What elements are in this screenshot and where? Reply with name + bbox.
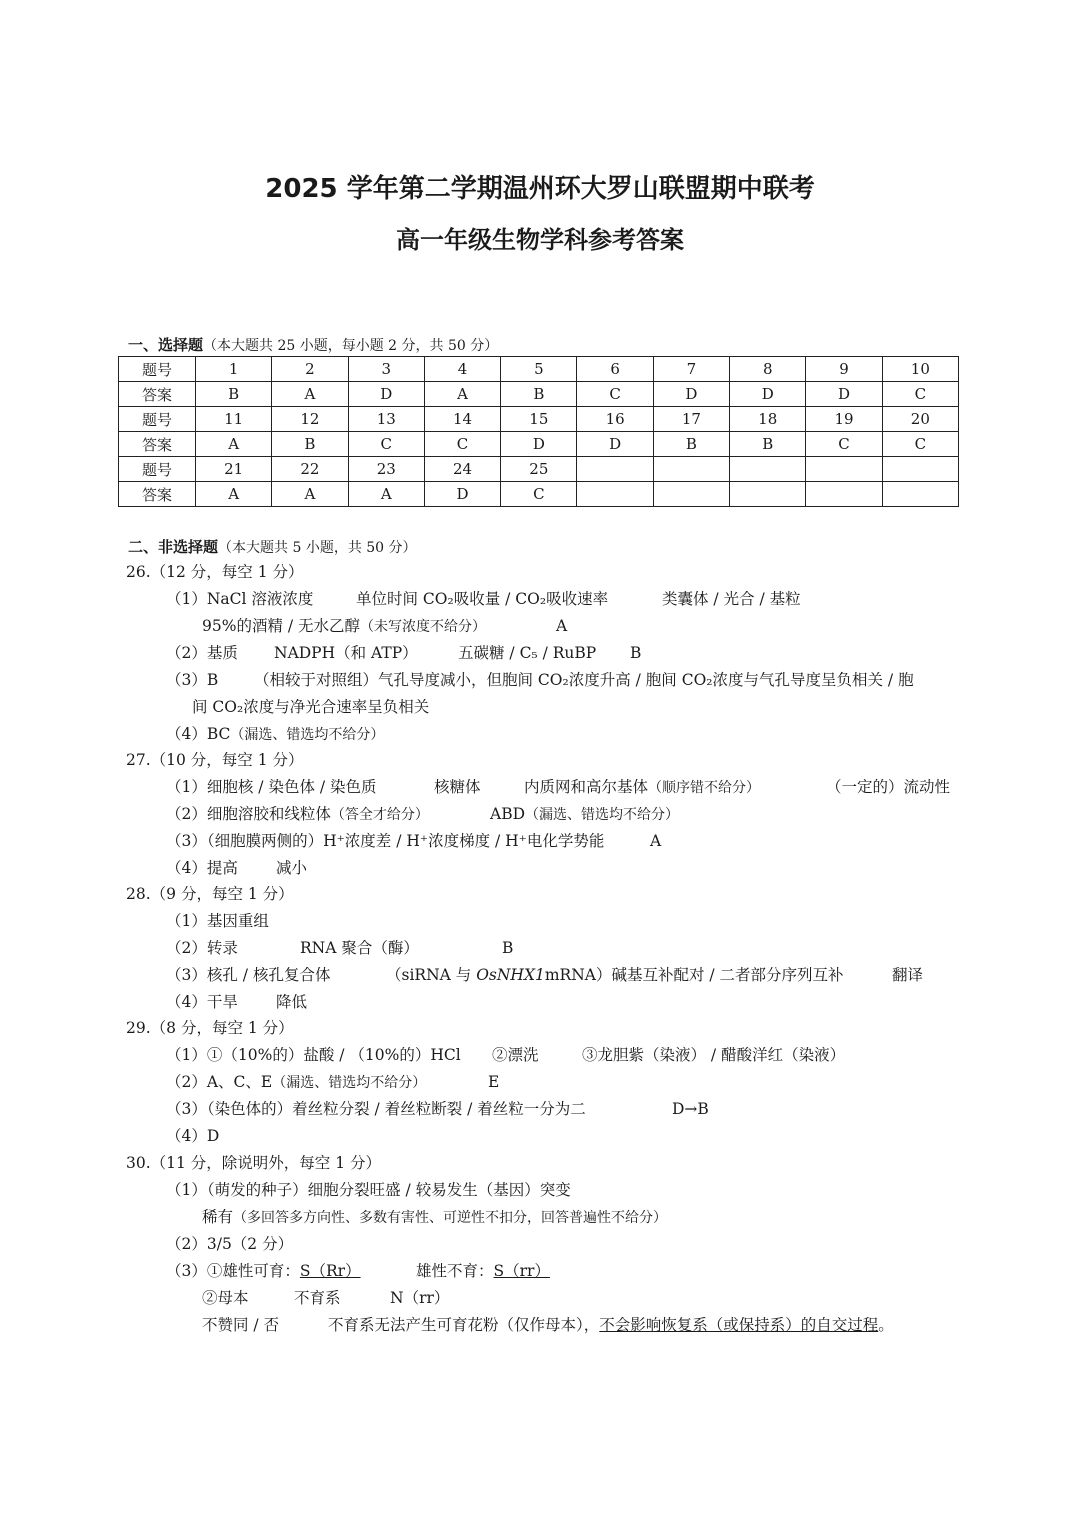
question-number-cell: 18: [730, 407, 806, 432]
question-number-cell: [882, 457, 958, 482]
question-number-row: [119, 407, 959, 432]
q27-header: 27.（10 分，每空 1 分）: [126, 751, 304, 769]
q30-1-note: （多回答多方向性、多数有害性、可逆性不扣分，回答普遍性不给分）: [233, 1210, 668, 1226]
q28-2-answer-a: （2）转录: [166, 939, 238, 957]
q28-4-answer-a: （4）干旱: [166, 993, 238, 1011]
q27-2-note-a: （答全才给分）: [330, 807, 429, 823]
q30-3-label-fertile: （3）①雄性可育：: [166, 1262, 300, 1280]
q30-3-label-sterile: 雄性不育：: [416, 1262, 494, 1280]
answer-cell: D: [501, 432, 577, 457]
row-label-question: 题号: [119, 407, 196, 432]
q28-3-answer-b-pre: （siRNA 与: [386, 966, 477, 984]
answer-cell: [730, 482, 806, 507]
q29-3-answer-a: （3）（染色体的）着丝粒分裂 / 着丝粒断裂 / 着丝粒一分为二: [166, 1100, 586, 1118]
answer-row: [119, 482, 959, 507]
section-2-note: （本大题共 5 小题，共 50 分）: [218, 540, 417, 556]
q26-2-answer-a: （2）基质: [166, 644, 238, 662]
q26-4-answer: [166, 724, 384, 745]
question-number-cell: 21: [196, 457, 272, 482]
question-number-cell: [806, 457, 882, 482]
section-2-heading: [128, 536, 417, 557]
q30-3-answer-g: N（rr）: [390, 1289, 450, 1307]
row-label-question: 题号: [119, 357, 196, 382]
section-2-title: 二、非选择题: [128, 538, 219, 556]
q26-1-answer-d-text: 95%的酒精 / 无水乙醇: [202, 617, 361, 635]
answer-cell: B: [730, 432, 806, 457]
answer-row: [119, 432, 959, 457]
q27-1-answer-a: （1）细胞核 / 染色体 / 染色质: [166, 778, 377, 796]
q28-3-gene-name: OsNHX1: [476, 966, 545, 984]
q30-3-answer-a: [166, 1261, 361, 1281]
question-number-cell: [577, 457, 653, 482]
q27-2-answer-c-text: ABD: [490, 805, 526, 823]
question-number-cell: 15: [501, 407, 577, 432]
q30-1-answer-b-text: 稀有: [202, 1208, 234, 1226]
answer-cell: A: [272, 382, 348, 407]
q29-2-answer-a: [166, 1072, 426, 1093]
q28-2-answer-b: RNA 聚合（酶）: [300, 939, 419, 957]
q28-header: 28.（9 分，每空 1 分）: [126, 885, 294, 903]
question-number-cell: 16: [577, 407, 653, 432]
question-number-cell: 20: [882, 407, 958, 432]
q29-1-answer-b: ②漂洗: [492, 1046, 539, 1064]
answer-cell: D: [424, 482, 500, 507]
answer-cell: C: [577, 382, 653, 407]
q30-1-answer-b: [202, 1207, 667, 1228]
q26-3-answer-b: （相较于对照组）气孔导度减小，但胞间 CO₂浓度升高 / 胞间 CO₂浓度与气孔导度呈负相关 / 胞: [254, 671, 914, 689]
answer-cell: A: [424, 382, 500, 407]
question-number-cell: 19: [806, 407, 882, 432]
question-number-cell: 22: [272, 457, 348, 482]
q30-3-reason: 不育系无法产生可育花粉（仅作母本），: [328, 1316, 600, 1334]
q27-2-answer-a-text: （2）细胞溶胶和线粒体: [166, 805, 331, 823]
answer-cell: D: [730, 382, 806, 407]
q27-2-answer-c: [490, 804, 679, 825]
q26-1-note: （未写浓度不给分）: [360, 619, 487, 635]
q30-3-answer-i: [328, 1315, 894, 1335]
row-label-question: 题号: [119, 457, 196, 482]
answer-cell: [577, 482, 653, 507]
q29-4-answer: （4）D: [166, 1127, 220, 1145]
answer-cell: D: [577, 432, 653, 457]
exam-subtitle: 高一年级生物学科参考答案: [396, 226, 684, 254]
q27-3-answer-b: A: [650, 832, 662, 850]
answer-row: [119, 382, 959, 407]
q28-3-answer-a: （3）核孔 / 核孔复合体: [166, 966, 331, 984]
question-number-cell: 9: [806, 357, 882, 382]
question-number-cell: 6: [577, 357, 653, 382]
answer-cell: D: [653, 382, 729, 407]
question-number-cell: 17: [653, 407, 729, 432]
answer-cell: C: [424, 432, 500, 457]
question-number-cell: [653, 457, 729, 482]
q29-1-answer-c: ③龙胆紫（染液） / 醋酸洋红（染液）: [582, 1046, 846, 1064]
q26-2-answer-b: NADPH（和 ATP）: [274, 644, 418, 662]
answer-cell: C: [501, 482, 577, 507]
q27-1-note: （顺序错不给分）: [648, 780, 761, 796]
q26-header: 26.（12 分，每空 1 分）: [126, 563, 304, 581]
q29-2-note: （漏选、错选均不给分）: [272, 1075, 427, 1091]
question-number-cell: 24: [424, 457, 500, 482]
question-number-cell: 3: [348, 357, 424, 382]
answer-cell: C: [882, 382, 958, 407]
row-label-answer: 答案: [119, 382, 196, 407]
q28-3-answer-b-post: mRNA）碱基互补配对 / 二者部分序列互补: [544, 966, 844, 984]
q28-2-answer-c: B: [502, 939, 514, 957]
q30-3-fertile-genotype: S（Rr）: [299, 1262, 361, 1280]
answer-cell: [653, 482, 729, 507]
q27-2-note-c: （漏选、错选均不给分）: [525, 807, 680, 823]
q26-4-answer-text: （4）BC: [166, 725, 231, 743]
q30-3-reason-underlined: 不会影响恢复系（或保持系）的自交过程: [599, 1316, 879, 1334]
q29-3-answer-b: D→B: [672, 1100, 709, 1118]
answer-cell: C: [348, 432, 424, 457]
question-number-row: [119, 357, 959, 382]
q27-1-answer-b: 核糖体: [434, 778, 481, 796]
question-number-cell: 25: [501, 457, 577, 482]
q30-3-period: 。: [878, 1316, 894, 1334]
q30-3-answer-h: 不赞同 / 否: [202, 1316, 280, 1334]
section-1-heading: [128, 334, 498, 355]
q26-2-answer-c: 五碳糖 / C₅ / RuBP: [458, 644, 597, 662]
answer-cell: A: [196, 432, 272, 457]
question-number-cell: 14: [424, 407, 500, 432]
q30-1-answer-a: （1）（萌发的种子）细胞分裂旺盛 / 较易发生（基因）突变: [166, 1181, 571, 1199]
answer-cell: C: [806, 432, 882, 457]
q26-2-answer-d: B: [630, 644, 642, 662]
section-1-note: （本大题共 25 小题，每小题 2 分，共 50 分）: [203, 338, 499, 354]
answer-cell: [806, 482, 882, 507]
section-1-title: 一、选择题: [128, 336, 204, 354]
answer-cell: B: [501, 382, 577, 407]
q29-1-answer-a: （1）①（10%的）盐酸 / （10%的）HCl: [166, 1046, 461, 1064]
row-label-answer: 答案: [119, 432, 196, 457]
exam-title: 2025 学年第二学期温州环大罗山联盟期中联考: [265, 174, 815, 204]
q27-1-answer-c-text: 内质网和高尔基体: [524, 778, 649, 796]
answer-table: [118, 356, 959, 507]
answer-cell: A: [348, 482, 424, 507]
q27-3-answer-a: （3）（细胞膜两侧的）H⁺浓度差 / H⁺浓度梯度 / H⁺电化学势能: [166, 832, 605, 850]
q28-3-answer-b: [386, 965, 844, 985]
q26-1-answer-b: 单位时间 CO₂吸收量 / CO₂吸收速率: [356, 590, 609, 608]
question-number-cell: 5: [501, 357, 577, 382]
q26-3-answer-c: 间 CO₂浓度与净光合速率呈负相关: [192, 698, 430, 716]
answer-cell: D: [806, 382, 882, 407]
answer-cell: D: [348, 382, 424, 407]
question-number-cell: [730, 457, 806, 482]
q28-4-answer-b: 降低: [276, 993, 308, 1011]
q27-4-answer-a: （4）提高: [166, 859, 238, 877]
q29-header: 29.（8 分，每空 1 分）: [126, 1019, 294, 1037]
row-label-answer: 答案: [119, 482, 196, 507]
answer-cell: [882, 482, 958, 507]
question-number-row: [119, 457, 959, 482]
q27-2-answer-a: [166, 804, 429, 825]
question-number-cell: 23: [348, 457, 424, 482]
q30-3-answer-e: ②母本: [202, 1289, 249, 1307]
question-number-cell: 10: [882, 357, 958, 382]
q27-1-answer-c: [524, 777, 760, 798]
q28-3-answer-e: 翻译: [892, 966, 924, 984]
q30-3-answer-f: 不育系: [294, 1289, 341, 1307]
q27-1-answer-e: （一定的）流动性: [826, 778, 951, 796]
q29-2-answer-a-text: （2）A、C、E: [166, 1073, 273, 1091]
question-number-cell: 7: [653, 357, 729, 382]
q26-3-answer-a: （3）B: [166, 671, 219, 689]
answer-cell: B: [272, 432, 348, 457]
question-number-cell: 13: [348, 407, 424, 432]
q28-1-answer: （1）基因重组: [166, 912, 269, 930]
q30-3-sterile-genotype: S（rr）: [493, 1262, 550, 1280]
answer-cell: B: [653, 432, 729, 457]
answer-cell: A: [196, 482, 272, 507]
question-number-cell: 8: [730, 357, 806, 382]
q29-2-answer-c: E: [488, 1073, 500, 1091]
q30-2-answer: （2）3/5（2 分）: [166, 1235, 294, 1253]
q27-4-answer-b: 减小: [276, 859, 308, 877]
question-number-cell: 12: [272, 407, 348, 432]
answer-cell: C: [882, 432, 958, 457]
q26-4-note: （漏选、错选均不给分）: [230, 727, 385, 743]
question-number-cell: 11: [196, 407, 272, 432]
q26-1-answer-c: 类囊体 / 光合 / 基粒: [662, 590, 801, 608]
answer-cell: B: [196, 382, 272, 407]
answer-cell: A: [272, 482, 348, 507]
q26-1-answer-d: [202, 616, 486, 637]
q26-1-answer-f: A: [556, 617, 568, 635]
question-number-cell: 1: [196, 357, 272, 382]
q26-1-answer-a: （1）NaCl 溶液浓度: [166, 590, 314, 608]
question-number-cell: 2: [272, 357, 348, 382]
q30-3-answer-c: [416, 1261, 550, 1281]
question-number-cell: 4: [424, 357, 500, 382]
q30-header: 30.（11 分，除说明外，每空 1 分）: [126, 1154, 382, 1172]
